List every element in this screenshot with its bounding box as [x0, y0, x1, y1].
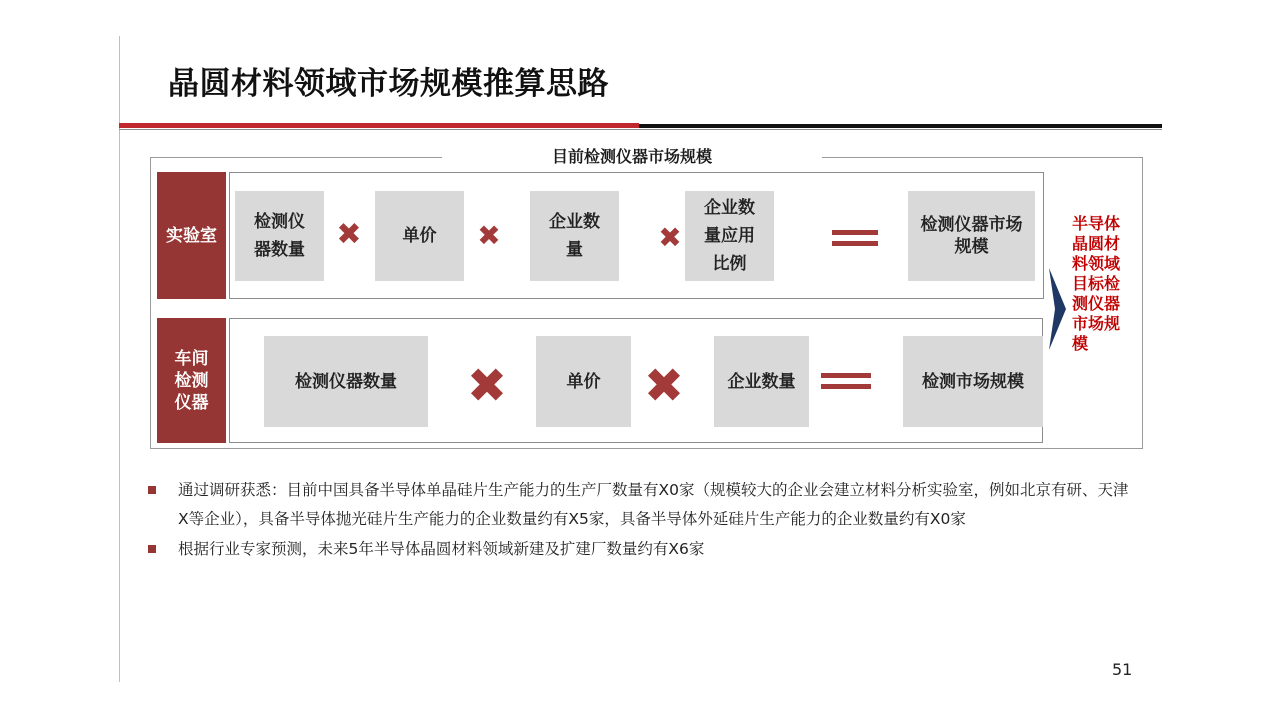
workshop-company-count: 企业数量: [714, 336, 809, 427]
right-arrow-icon: [1049, 268, 1067, 350]
title-rule-black: [639, 124, 1162, 128]
lab-instrument-count: 检测仪器数量: [235, 191, 324, 281]
left-guide-line: [119, 36, 120, 682]
notes-list: [148, 476, 1138, 564]
workshop-unit-price: 单价: [536, 336, 631, 427]
diagram-title: 目前检测仪器市场规模: [442, 143, 822, 171]
workshop-market-size: 检测市场规模: [903, 336, 1043, 427]
multiply-icon: ✖: [336, 217, 362, 252]
lab-unit-price: 单价: [375, 191, 464, 281]
multiply-icon: ✖: [643, 358, 685, 414]
page-title: 晶圆材料领域市场规模推算思路: [168, 66, 609, 102]
bullet-text: 根据行业专家预测，未来5年半导体晶圆材料领域新建及扩建厂数量约有X6家: [178, 540, 705, 558]
lab-application-ratio: 企业数量应用比例: [685, 191, 774, 281]
list-item: [148, 535, 1138, 564]
multiply-icon: ✖: [466, 358, 508, 414]
row-label-workshop: 车间检测仪器: [157, 318, 226, 443]
target-market-conclusion: 半导体晶圆材料领域目标检测仪器市场规模: [1072, 214, 1121, 353]
list-item: [148, 476, 1138, 533]
equals-icon: [821, 373, 871, 389]
equals-icon: [832, 230, 878, 246]
workshop-instrument-count: 检测仪器数量: [264, 336, 428, 427]
bullet-text: 通过调研获悉：目前中国具备半导体单晶硅片生产能力的生产厂数量有X0家（规模较大的企业会建立材料分析实验室，例如北京有研、天津X等企业），具备半导体抛光硅片生产能力的企业数量约有X5家，具备半导体外延硅片生产能力的企业数量约有X0家: [178, 481, 1129, 528]
title-rule-thin: [119, 129, 1162, 130]
row-label-lab: 实验室: [157, 172, 226, 299]
multiply-icon: ✖: [658, 221, 682, 254]
bullet-square-icon: [148, 545, 156, 553]
lab-company-count: 企业数量: [530, 191, 619, 281]
bullet-square-icon: [148, 486, 156, 494]
title-rule-red: [119, 123, 639, 128]
lab-market-size: 检测仪器市场规模: [908, 191, 1035, 281]
page-number: 51: [1112, 660, 1133, 679]
multiply-icon: ✖: [477, 219, 501, 252]
